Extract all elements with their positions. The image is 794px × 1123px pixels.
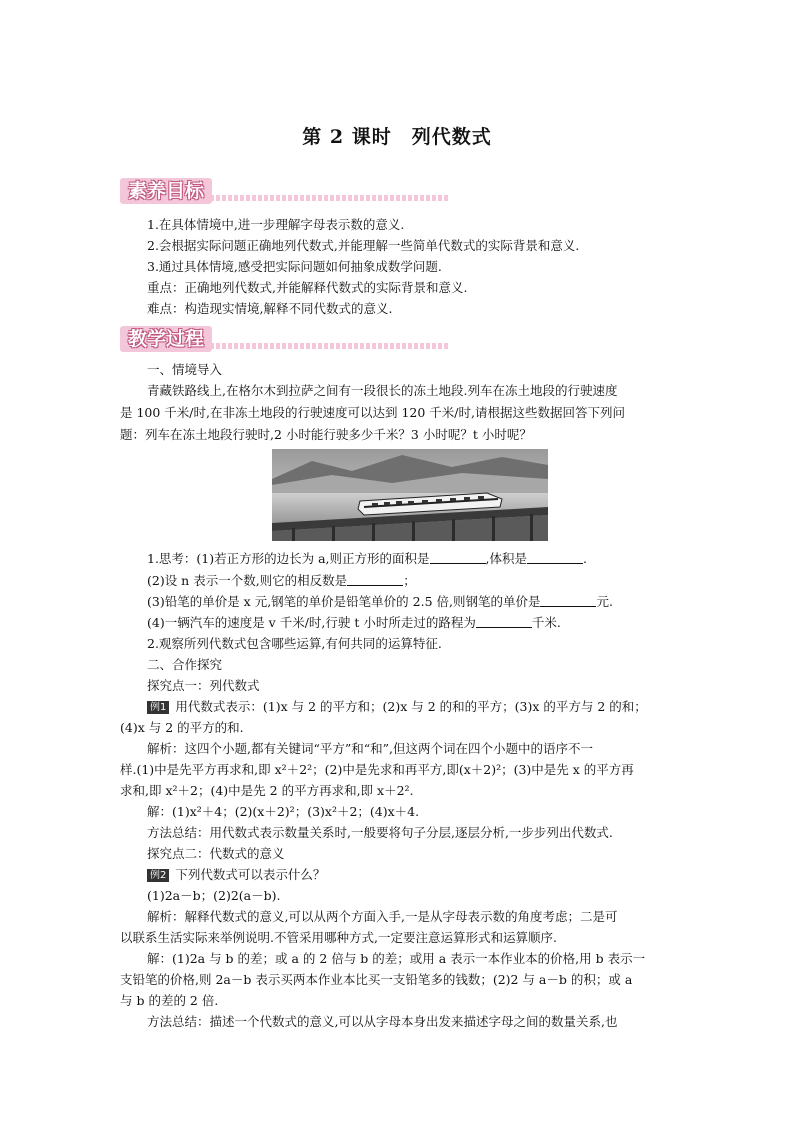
train-photo-graphic bbox=[272, 449, 548, 541]
solution-2: 与 b 的差的 2 倍. bbox=[120, 993, 219, 1008]
goal-item: 3.通过具体情境,感受把实际问题如何抽象成数学问题. bbox=[147, 259, 442, 274]
analysis-2: 解析：解释代数式的意义,可以从两个方面入手,一是从字母表示数的角度考虑；二是可 bbox=[147, 909, 618, 924]
think-question-4-text: (4)一辆汽车的速度是 v 千米/时,行驶 t 小时所走过的路程为 bbox=[147, 615, 476, 630]
method-summary-2: 方法总结：描述一个代数式的意义,可以从字母本身出发来描述字母之间的数量关系,也 bbox=[147, 1014, 618, 1029]
banner-label: 教学过程 bbox=[120, 326, 212, 352]
analysis-1: 样.(1)中是先平方再求和,即 x²＋2²；(2)中是先求和再平方,即(x＋2)²；(3)中是先 x 的平方再 bbox=[120, 762, 634, 777]
observe-question: 2.观察所列代数式包含哪些运算,有何共同的运算特征. bbox=[147, 636, 442, 651]
intro-paragraph-line: 是 100 千米/时,在非冻土地段的行驶速度可以达到 120 千米/时,请根据这些数据回答下列问 bbox=[120, 405, 625, 420]
intro-paragraph-line: 青藏铁路线上,在格尔木到拉萨之间有一段很长的冻土地段.列车在冻土地段的行驶速度 bbox=[147, 383, 618, 398]
answer-blank[interactable] bbox=[527, 551, 583, 564]
page-title: 第 2 课时 列代数式 bbox=[302, 126, 492, 148]
example-1-continued: (4)x 与 2 的平方的和. bbox=[120, 720, 244, 735]
think-question-1: 1.思考：(1)若正方形的边长为 a,则正方形的面积是 ,体积是 . bbox=[147, 551, 588, 566]
answer-blank[interactable] bbox=[476, 615, 532, 628]
solution-1: 解：(1)x²＋4；(2)(x＋2)²；(3)x²＋2；(4)x＋4. bbox=[147, 804, 420, 819]
example-2-text: 下列代数式可以表示什么？ bbox=[175, 867, 326, 882]
think-question-3 bbox=[147, 593, 613, 611]
analysis-1: 解析：这四个小题,都有关键词“平方”和“和”,但这两个词在四个小题中的语序不一 bbox=[147, 741, 594, 756]
think-question-4 bbox=[147, 614, 561, 632]
think-question-1-text: 1.思考：(1)若正方形的边长为 a,则正方形的面积是 bbox=[147, 551, 430, 566]
explore-point-1: 探究点一：列代数式 bbox=[147, 678, 260, 693]
example-label: 例2 bbox=[147, 869, 169, 882]
think-question-3-text: (3)铅笔的单价是 x 元,钢笔的单价是铅笔单价的 2.5 倍,则钢笔的单价是 bbox=[147, 594, 541, 609]
explore-point-2: 探究点二：代数式的意义 bbox=[147, 846, 285, 861]
think-question-3-unit: 元. bbox=[596, 594, 613, 609]
example-2-items: (1)2a－b；(2)2(a－b). bbox=[147, 888, 281, 903]
think-question-4-unit: 千米. bbox=[531, 615, 561, 630]
goal-item: 1.在具体情境中,进一步理解字母表示数的意义. bbox=[147, 217, 405, 232]
solution-2: 支铅笔的价格,则 2a－b 表示买两本作业本比买一支铅笔多的钱数；(2)2 与 a－b 的积；或 a bbox=[120, 972, 633, 987]
think-question-1-text-b: ,体积是 bbox=[485, 551, 528, 566]
banner-rule bbox=[210, 343, 450, 349]
answer-blank[interactable] bbox=[430, 551, 486, 564]
example-label: 例1 bbox=[147, 701, 169, 714]
goal-item: 2.会根据实际问题正确地列代数式,并能理解一些简单代数式的实际背景和意义. bbox=[147, 238, 580, 253]
difficult-point: 难点：构造现实情境,解释不同代数式的意义. bbox=[147, 301, 393, 316]
intro-paragraph-line: 题：列车在冻土地段行驶时,2 小时能行驶多少千米？3 小时呢？t 小时呢？ bbox=[120, 427, 532, 442]
heading-explore: 二、合作探究 bbox=[147, 657, 223, 672]
example-2 bbox=[147, 866, 325, 884]
section-banner-process bbox=[120, 326, 450, 354]
analysis-2: 以联系生活实际来举例说明.不管采用哪种方式,一定要注意运算形式和运算顺序. bbox=[120, 930, 557, 945]
section-banner-goals bbox=[120, 178, 450, 206]
banner-rule bbox=[210, 195, 450, 201]
example-1-text: 用代数式表示：(1)x 与 2 的平方和；(2)x 与 2 的和的平方；(3)x 的平方与 2 的和； bbox=[175, 699, 647, 714]
answer-blank[interactable] bbox=[540, 594, 596, 607]
banner-label: 素养目标 bbox=[120, 178, 212, 204]
heading-intro: 一、情境导入 bbox=[147, 362, 223, 377]
example-1 bbox=[147, 698, 647, 716]
train-photo bbox=[272, 449, 548, 541]
method-summary-1: 方法总结：用代数式表示数量关系时,一般要将句子分层,逐层分析,一步步列出代数式. bbox=[147, 825, 613, 840]
key-point: 重点：正确地列代数式,并能解释代数式的实际背景和意义. bbox=[147, 280, 468, 295]
solution-2: 解：(1)2a 与 b 的差；或 a 的 2 倍与 b 的差；或用 a 表示一本作业本的价格,用 b 表示一 bbox=[147, 951, 646, 966]
think-question-2: (2)设 n 表示一个数,则它的相反数是 ； bbox=[147, 573, 416, 588]
think-question-2-text: (2)设 n 表示一个数,则它的相反数是 bbox=[147, 573, 348, 588]
analysis-1: 求和,即 x²＋2；(4)中是先 2 的平方再求和,即 x＋2². bbox=[120, 783, 414, 798]
answer-blank[interactable] bbox=[347, 573, 403, 586]
